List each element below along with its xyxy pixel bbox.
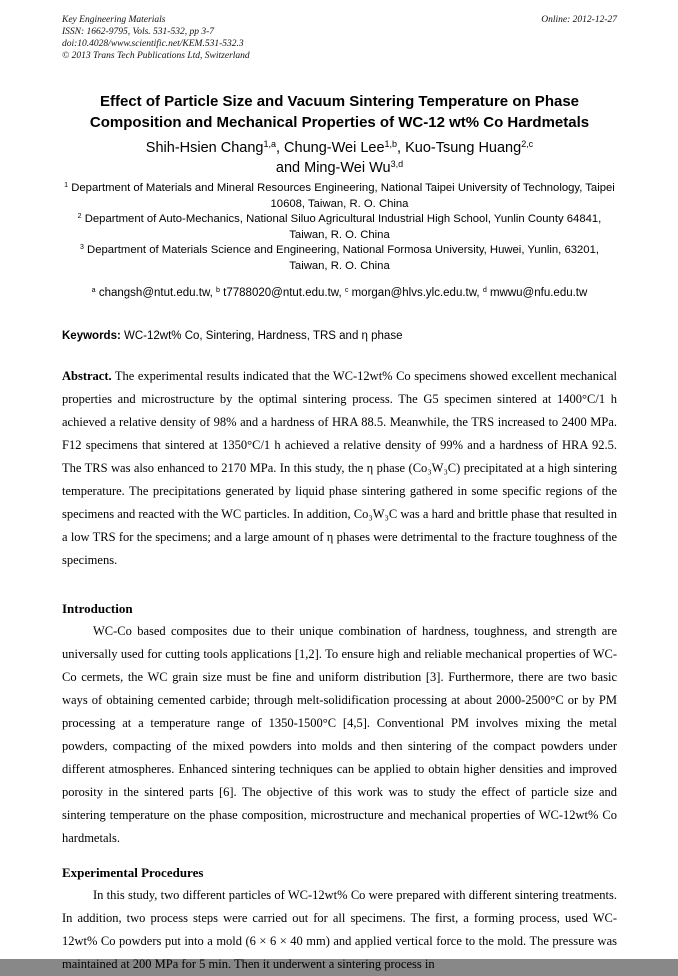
author-superscript: 3,d (390, 159, 404, 170)
author-name: Shih-Hsien Chang (145, 140, 264, 156)
author-list (62, 138, 617, 178)
abstract-paragraph (62, 365, 617, 572)
email-superscript: a (91, 286, 96, 295)
copyright-line: © 2013 Trans Tech Publications Ltd, Switzerland (62, 51, 250, 61)
section-heading-introduction: Introduction (62, 601, 133, 616)
keywords-label: Keywords: (62, 330, 121, 342)
author-superscript: 2,c (521, 139, 534, 150)
author-name: Kuo-Tsung Huang (405, 140, 522, 156)
keywords-text: WC-12wt% Co, Sintering, Hardness, TRS and η phase (124, 330, 403, 342)
affiliation-list (62, 181, 617, 274)
doi-line: doi:10.4028/www.scientific.net/KEM.531-532.3 (62, 39, 244, 49)
abstract-text: The experimental results indicated that the WC-12wt% Co specimens showed excellent mechanical properties and microstructure by the optimal sintering process. The G5 specimen sintered at 1400°C/1 h achieved a relative density of 98% and a hardness of HRA 88.5. Meanwhile, the TRS increased to 2400 MPa. F12 specimens that sintered at 1350°C/1 h achieved a relative density of 99% and a hardness of HRA 92.5. The TRS was also enhanced to 2170 MPa. In this study, the η phase (Co₃W₃C) precipitated at a high sintering temperature. The precipitations generated by liquid phase sintering gathered in some specific regions of the specimens and reacted with the WC particles. In addition, Co₃W₃C was a hard and brittle phase that resulted in a low TRS for the specimens; and a large amount of η phases were detrimental to the fracture toughness of the specimens. (62, 369, 617, 567)
author-superscript: 1,b (384, 139, 398, 150)
journal-name: Key Engineering Materials (62, 15, 166, 25)
email-superscript: b (216, 286, 220, 295)
affiliation-item: $^2$ Department of Auto-Mechanics, National Siluo Agricultural Industrial High School, Yunlin County 64841, Taiwan, R. O. China (77, 213, 602, 241)
email-superscript: d (482, 286, 487, 295)
email-list: $^a$ changsh@ntut.edu.tw, $^b$ t7788020@ntut.edu.tw, $^c$ morgan@hlvs.ylc.edu.tw, $^d$ mwwu@nfu.edu.tw (91, 286, 588, 299)
abstract-label: Abstract. (62, 369, 112, 383)
email-superscript: c (344, 286, 349, 295)
affiliation-superscript: 3 (79, 244, 84, 252)
keywords-line (62, 329, 617, 344)
author-line: and Ming-Wei Wu$^{3,d}$ (275, 159, 404, 176)
issn-line: ISSN: 1662-9795, Vols. 531-532, pp 3-7 (62, 27, 214, 37)
affiliation-superscript: 2 (77, 213, 82, 221)
section-heading-experimental-procedures: Experimental Procedures (62, 865, 204, 880)
author-superscript: 1,a (263, 139, 276, 150)
affiliation-item: $^1$ Department of Materials and Mineral Resources Engineering, National Taipei University of Technology, Taipei 10608, Taiwan, R. O. China (64, 182, 615, 210)
publication-info (62, 14, 250, 62)
paper-title: Effect of Particle Size and Vacuum Sintering Temperature on Phase Composition and Mechanical Properties of WC-12 wt% Co Hardmetals (89, 93, 590, 131)
publication-header (62, 14, 617, 62)
author-line: Shih-Hsien Chang$^{1,a}$, Chung-Wei Lee$^{1,b}$, Kuo-Tsung Huang$^{2,c}$ (145, 139, 534, 156)
introduction-paragraph: WC-Co based composites due to their unique combination of hardness, toughness, and strength are universally used for cutting tools applications [1,2]. To ensure high and reliable mechanical properties of WC-Co cermets, the WC grain size must be fine and uniform distribution [3]. Furthermore, there are two basic ways of obtaining cemented carbide; through melt-solidification processing at about 2000-2500°C or by PM processing at a temperature range of 1350-1500°C [4,5]. Conventional PM involves mixing the metal powders, compacting of the mixed powders into molds and then sintering of the compact powders under different atmospheres. Enhanced sintering techniques can be applied to obtain higher densities and improved porosity in the sintered parts [6]. The objective of this work was to study the effect of particle size and sintering temperature on the phase composition, microstructure and mechanical properties of WC-12wt% Co hardmetals. (62, 624, 617, 845)
author-name: Chung-Wei Lee (284, 140, 385, 156)
affiliation-item: $^3$ Department of Materials Science and Engineering, National Formosa University, Huwei, Yunlin, 63201, Taiwan, R. O. China (79, 244, 600, 272)
experimental-procedures-paragraph: In this study, two different particles of WC-12wt% Co were prepared with different sintering treatments. In addition, two process steps were carried out for all specimens. The first, a forming process, used WC-12wt% Co powders put into a mold (6 × 6 × 40 mm) and applied vertical force to the mold. The pressure was maintained at 200 MPa for 5 min. Then it underwent a sintering process in (62, 888, 617, 971)
online-date: Online: 2012-12-27 (541, 15, 617, 25)
affiliation-superscript: 1 (64, 182, 69, 190)
author-name: Ming-Wei Wu (304, 160, 391, 176)
